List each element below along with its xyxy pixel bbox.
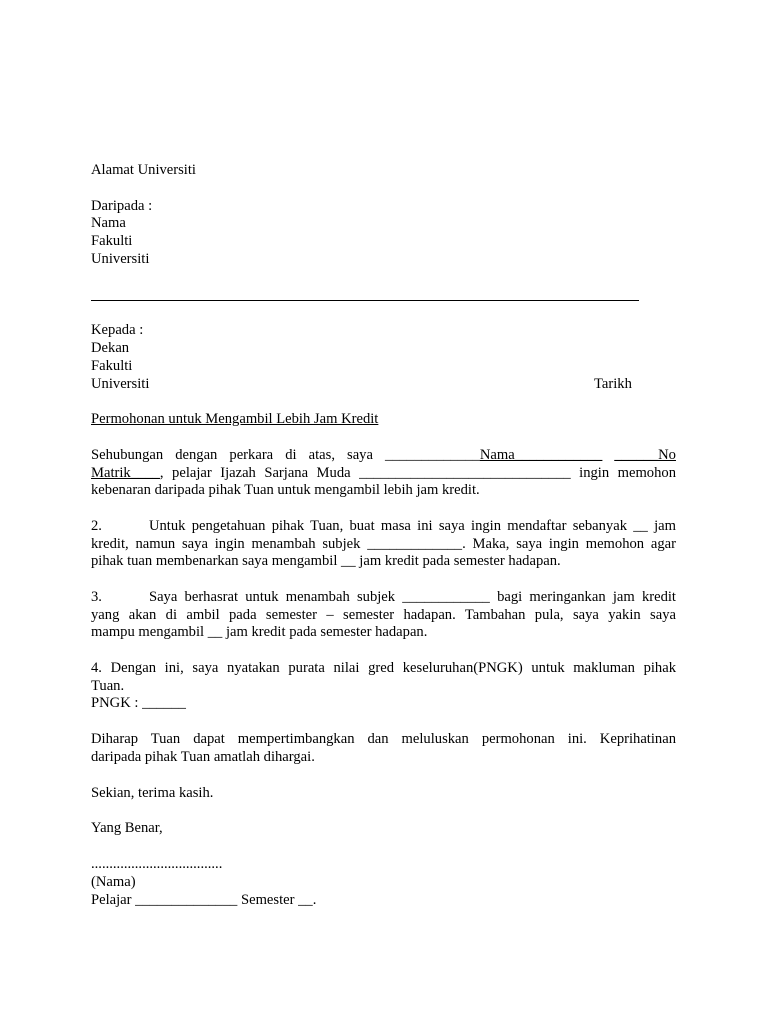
paragraph-4-line-2: Tuan. <box>91 677 125 694</box>
matric-field: ______No <box>614 447 676 463</box>
paragraph-2-line-2: kredit, namun saya ingin menambah subjek _____________. Maka, saya ingin memohon agar <box>91 535 676 552</box>
paragraph-2-line-3: pihak tuan membenarkan saya mengambil __ jam kredit pada semester hadapan. <box>91 553 561 570</box>
paragraph-1-line-3: kebenaran daripada pihak Tuan untuk mengambil lebih jam kredit. <box>91 482 480 499</box>
name-field: Nama____________ <box>479 447 603 463</box>
paragraph-5 <box>91 731 676 766</box>
from-label: Daripada : <box>91 198 153 214</box>
sender-address: Alamat Universiti <box>91 162 196 178</box>
paragraph-5-line-1: Diharap Tuan dapat mempertimbangkan dan meluluskan permohonan ini. Keprihatinan <box>91 731 676 747</box>
recipient-faculty: Fakulti <box>91 358 133 374</box>
closing-thanks: Sekian, terima kasih. <box>91 785 214 801</box>
paragraph-1 <box>91 447 676 500</box>
pngk-field: PNGK : ______ <box>91 695 186 712</box>
paragraph-3-line-1: 3. Saya berhasrat untuk menambah subjek ____________ bagi meringankan jam kredit <box>91 589 676 605</box>
signature-line: .................................... <box>91 856 223 872</box>
sender-faculty: Fakulti <box>91 233 133 249</box>
paragraph-1-line-1: Sehubungan dengan perkara di atas, saya _____________Nama____________ ______No <box>91 447 676 463</box>
paragraph-2-line-1: 2. Untuk pengetahuan pihak Tuan, buat masa ini saya ingin mendaftar sebanyak __ jam <box>91 518 676 534</box>
matric-blank: Matrik____ <box>91 464 160 481</box>
recipient-university: Universiti <box>91 376 150 392</box>
recipient-dean: Dekan <box>91 340 130 356</box>
paragraph-3-line-3: mampu mengambil __ jam kredit pada semester hadapan. <box>91 624 428 641</box>
to-label: Kepada : <box>91 322 144 338</box>
sender-name: Nama <box>91 215 126 231</box>
student-semester-line: Pelajar ______________ Semester __. <box>91 892 317 908</box>
sign-off: Yang Benar, <box>91 820 163 836</box>
signatory-name: (Nama) <box>91 874 136 890</box>
paragraph-3-line-2: yang akan di ambil pada semester – semester hadapan. Tambahan pula, saya yakin saya <box>91 606 676 623</box>
sender-university: Universiti <box>91 251 150 267</box>
paragraph-2 <box>91 518 676 571</box>
date-label: Tarikh <box>594 376 632 392</box>
paragraph-3 <box>91 589 676 642</box>
paragraph-1-line-2: Matrik____, pelajar Ijazah Sarjana Muda _____________________________ ingin memohon <box>91 464 676 481</box>
letter-subject: Permohonan untuk Mengambil Lebih Jam Kredit <box>91 411 379 427</box>
header-divider <box>91 300 639 301</box>
paragraph-4-line-1: 4. Dengan ini, saya nyatakan purata nilai gred keseluruhan(PNGK) untuk makluman pihak <box>91 660 676 676</box>
paragraph-5-line-2: daripada pihak Tuan amatlah dihargai. <box>91 748 315 765</box>
paragraph-4 <box>91 660 676 713</box>
